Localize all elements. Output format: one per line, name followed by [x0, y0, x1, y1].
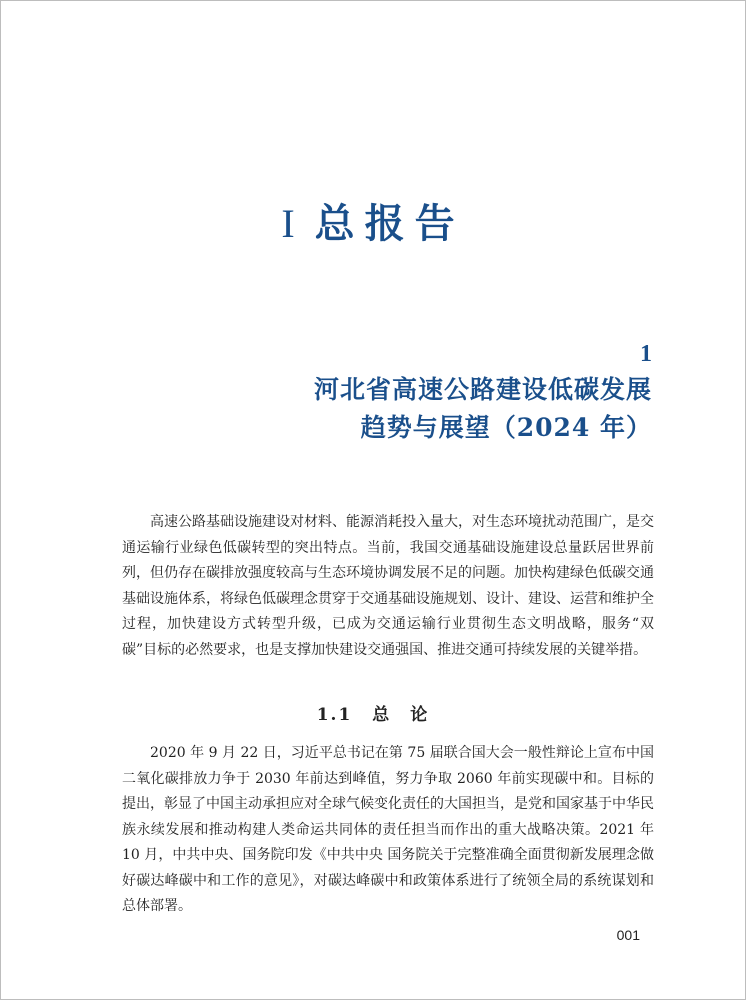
page-number: 001 — [616, 927, 640, 943]
chapter-title-line2: 趋势与展望（2024 年） — [360, 413, 652, 442]
section-heading — [0, 700, 746, 725]
part-numeral: I — [281, 201, 295, 246]
chapter-number: 1 — [640, 341, 652, 367]
section-title: 总 论 — [372, 705, 430, 725]
section-number: 1.1 — [316, 705, 353, 725]
part-title-text: 总报告 — [314, 200, 465, 247]
section-body — [122, 741, 654, 920]
chapter-heading — [314, 337, 652, 447]
section-paragraph: 2020 年 9 月 22 日，习近平总书记在第 75 届联合国大会一般性辩论上宣布中国二氧化碳排放力争于 2030 年前达到峰值，努力争取 2060 年前实现碳中和。目标的提出，彰显了中国主动承担应对全球气候变化责任的大国担当，是党和国家基于中华民族永续发展和推动构建人类命运共同体的责任担当而作出的重大战略决策。2021 年 10 月，中共中央、国务院印发《中共中央 国务院关于完整准确全面贯彻新发展理念做好碳达峰碳中和工作的意见》，对碳达峰碳中和政策体系进行了统领全局的系统谋划和总体部署。 — [122, 745, 654, 914]
intro-paragraph: 高速公路基础设施建设对材料、能源消耗投入量大，对生态环境扰动范围广，是交通运输行业绿色低碳转型的突出特点。当前，我国交通基础设施建设总量跃居世界前列，但仍存在碳排放强度较高与生态环境协调发展不足的问题。加快构建绿色低碳交通基础设施体系，将绿色低碳理念贯穿于交通基础设施规划、设计、建设、运营和维护全过程，加快建设方式转型升级，已成为交通运输行业贯彻生态文明战略，服务“双碳”目标的必然要求，也是支撑加快建设交通强国、推进交通可持续发展的关键举措。 — [122, 514, 654, 658]
chapter-title-line1: 河北省高速公路建设低碳发展 — [313, 375, 652, 404]
part-title — [0, 192, 746, 249]
intro-section — [122, 510, 654, 663]
